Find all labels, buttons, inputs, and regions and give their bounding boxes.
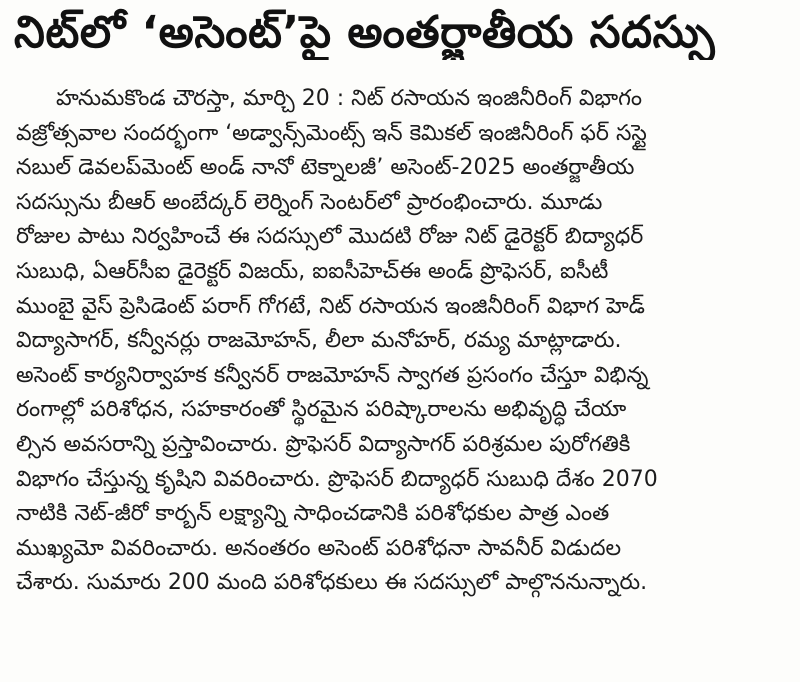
article-line: చేశారు. సుమారు 200 మంది పరిశోధకులు ఈ సదస్సులో పాల్గొననున్నారు. — [16, 570, 648, 596]
article-line: నాటికి నెట్-జీరో కార్బన్ లక్ష్యాన్ని సాధించడానికి పరిశోధకుల పాత్ర ఎంత — [16, 501, 610, 527]
article-line: ముంబై వైస్ ప్రెసిడెంట్ పరాగ్ గోగటే, నిట్ రసాయన ఇంజినీరింగ్ విభాగ హెడ్ — [16, 293, 645, 319]
article-line: సదస్సును బీఆర్ అంబేద్కర్ లెర్నింగ్ సెంటర్‌లో ప్రారంభించారు. మూడు — [16, 189, 603, 215]
article-line: విద్యాసాగర్, కన్వీనర్లు రాజమోహన్, లీలా మనోహర్, రమ్య మాట్లాడారు. — [16, 328, 622, 354]
article-line: అసెంట్ కార్యనిర్వాహక కన్వీనర్ రాజమోహన్ స్వాగత ప్రసంగం చేస్తూ విభిన్న — [16, 362, 649, 388]
article-line: సుబుధి, ఏఆర్‌సీఐ డైరెక్టర్ విజయ్, ఐఐసీహెచ్‌ఈ అండ్ ప్రొఫెసర్, ఐసీటీ — [16, 258, 609, 284]
article-line: ల్సిన అవసరాన్ని ప్రస్తావించారు. ప్రొఫెసర్ విద్యాసాగర్ పరిశ్రమల పురోగతికి — [16, 431, 631, 457]
article-line: విభాగం చేస్తున్న కృషిని వివరించారు. ప్రొఫెసర్ బిద్యాధర్ సుబుధి దేశం 2070 — [16, 466, 658, 492]
article-line: హనుమకొండ చౌరస్తా, మార్చి 20 : నిట్ రసాయన ఇంజినీరింగ్ విభాగం — [56, 86, 643, 111]
article-line: ముఖ్యమో వివరించారు. అనంతరం అసెంట్ పరిశోధనా సావనీర్ విడుదల — [16, 535, 622, 561]
article-line: నబుల్ డెవలప్‌మెంట్ అండ్ నానో టెక్నాలజీ’ అసెంట్-2025 అంతర్జాతీయ — [16, 155, 635, 181]
article-line: రంగాల్లో పరిశోధన, సహకారంతో స్థిరమైన పరిష్కారాలను అభివృద్ధి చేయా — [16, 397, 627, 423]
headline: నిట్‌లో ‘అసెంట్’పై అంతర్జాతీయ సదస్సు — [14, 7, 716, 58]
article-body — [16, 82, 786, 601]
article-line: రోజుల పాటు నిర్వహించే ఈ సదస్సులో మొదటి రోజు నిట్ డైరెక్టర్ బిద్యాధర్ — [16, 224, 644, 250]
article-line: వజ్రోత్సవాల సందర్భంగా ‘అడ్వాన్స్‌మెంట్స్ ఇన్ కెమికల్ ఇంజినీరింగ్ ఫర్ సస్టై — [16, 120, 647, 146]
